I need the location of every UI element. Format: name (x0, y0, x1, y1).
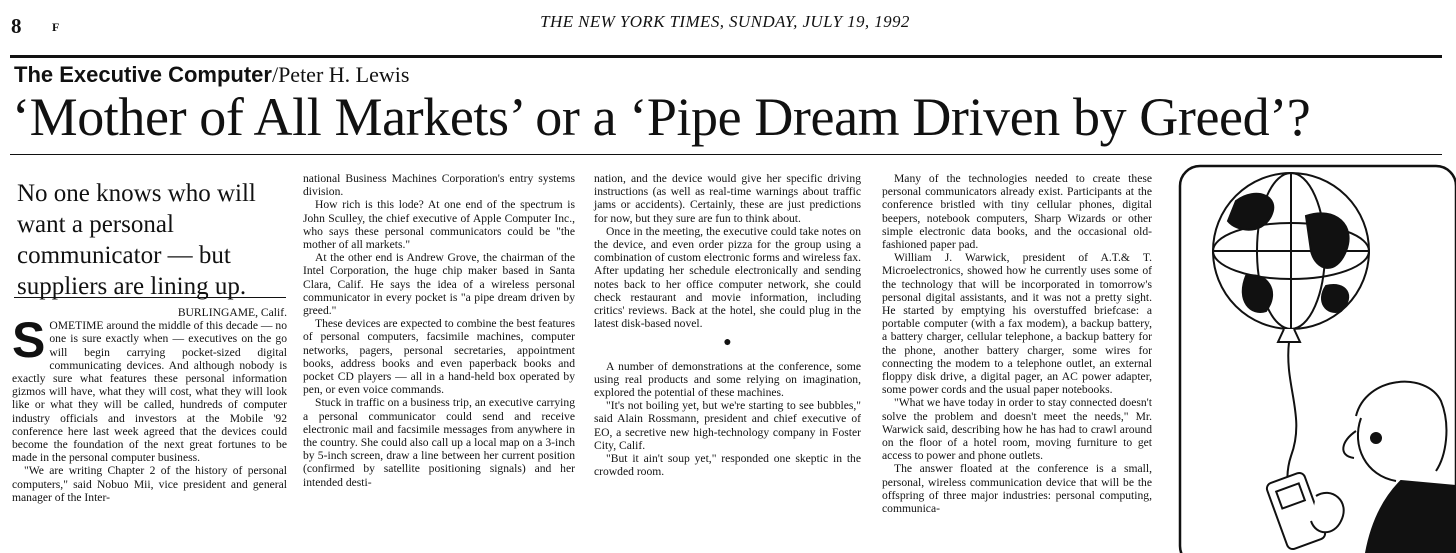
paragraph: How rich is this lode? At one end of the spectrum is John Sculley, the chief executive of Apple Computer Inc., who says these personal communicators could be "the mother of all markets." (303, 198, 575, 252)
byline: /Peter H. Lewis (271, 62, 410, 87)
column-1 (12, 306, 287, 504)
paragraph: "What we have today in order to stay connected doesn't solve the problem and doesn't meet the needs," Mr. Warwick said, describing how he has had to crawl around on the floor of a hotel room, moving furniture to get access to power and phone outlets. (882, 396, 1152, 463)
paragraph: national Business Machines Corporation's entry systems division. (303, 172, 575, 199)
paragraph: A number of demonstrations at the conference, some using real products and some relying on imagination, explored the potential of these machines. (594, 359, 861, 400)
paragraph: At the other end is Andrew Grove, the chairman of the Intel Corporation, the huge chip maker based in Santa Clara, Calif. He says the idea of a wireless personal communicator in every pocket is "a pipe dream driven by greed." (303, 251, 575, 318)
globe-illustration (1166, 156, 1456, 553)
top-rule (10, 55, 1442, 58)
paragraph-text: OMETIME around the middle of this decade — no one is sure exactly when — executives on the go will begin carrying pocket-sized digital communicating devices. And although nobody is exactly sure what features these personal information gizmos will have, what they will cost, what they will look like or what they will be called, hundreds of computer industry officials and investors at the Mobile '92 conference here last week agreed that the devices could become the foundation of the next great fortunes to be made in the personal computer business. (12, 319, 287, 465)
section-separator: ● (723, 335, 732, 351)
headline-rule (10, 154, 1442, 155)
paragraph: nation, and the device would give her specific driving instructions (as well as real-time warnings about traffic jams or accidents). Certainly, these are just predictions for now, but they sure are fun to think about. (594, 172, 861, 225)
column-4 (882, 172, 1152, 515)
paragraph: "We are writing Chapter 2 of the history of personal computers," said Nobuo Mii, vice president and general manager of the Inter- (12, 464, 287, 504)
paragraph: William J. Warwick, president of A.T.& T. Microelectronics, showed how he currently uses some of the technology that will be incorporated in tomorrow's personal digital assistants, and it was not a pretty sight. He started by emptying his overstuffed briefcase: a portable computer (with a fax modem), a backup battery, a battery charger, cellular telephone, a backup battery for the phone, another battery charger, some wires for connecting the modem to a telephone outlet, an external floppy disk drive, a digital pager, an AC power adapter, some power cords and the usual paper notebooks. (882, 251, 1152, 397)
paragraph: These devices are expected to combine the best features of personal computers, facsimile machines, computer networks, pagers, personal secretaries, appointment books, address books and even paperback books and pocket CD players — all in a hand-held box operated by pen, or even voice commands. (303, 317, 575, 397)
paragraph: "But it ain't soup yet," responded one skeptic in the crowded room. (594, 452, 861, 479)
paragraph: Once in the meeting, the executive could take notes on the device, and even order pizza for the group using a combination of custom electronic forms and wireless fax. After updating her schedule electronically and sending notes back to her office computer network, she could check restaurant and movie information, including critics' reviews. Back at the hotel, she could plug in the latest disk-based novel. (594, 224, 861, 331)
drop-cap: S (12, 312, 46, 369)
paragraph: The answer floated at the conference is a small, personal, wireless communication device that will be the offspring of three major industries: personal computing, communica- (882, 462, 1152, 516)
section-letter: F (52, 20, 60, 34)
paragraph: Stuck in traffic on a business trip, an executive carrying a personal communicator could send and receive electronic mail and facsimile messages from anywhere in the country. She could also call up a local map on a 3-inch by 5-inch screen, draw a line between her current position (confirmed by satellite positioning signals) and her intended desti- (303, 396, 575, 489)
deck-rule (14, 297, 286, 298)
page-number: 8 (11, 14, 22, 38)
masthead: THE NEW YORK TIMES, SUNDAY, JULY 19, 1992 (540, 12, 910, 31)
column-3 (594, 172, 861, 478)
dateline: BURLINGAME, Calif. (177, 306, 287, 319)
paragraph: "It's not boiling yet, but we're starting to see bubbles," said Alain Rossmann, president and chief executive of EO, a secretive new high-technology company in Foster City, Calif. (594, 399, 861, 452)
column-name: The Executive Computer (14, 62, 272, 87)
headline: ‘Mother of All Markets’ or a ‘Pipe Dream Driven by Greed’? (12, 87, 1311, 147)
column-2 (303, 172, 575, 489)
paragraph: Many of the technologies needed to create these personal communicators already exist. Participants at the conference bristled with tiny cellular phones, digital beepers, notebook computers, Sharp Wizards or other simple electronic data books, and the occasional old-fashioned paper pad. (882, 172, 1152, 252)
deck: No one knows who will want a personal communicator — but suppliers are lining up. (17, 180, 256, 300)
